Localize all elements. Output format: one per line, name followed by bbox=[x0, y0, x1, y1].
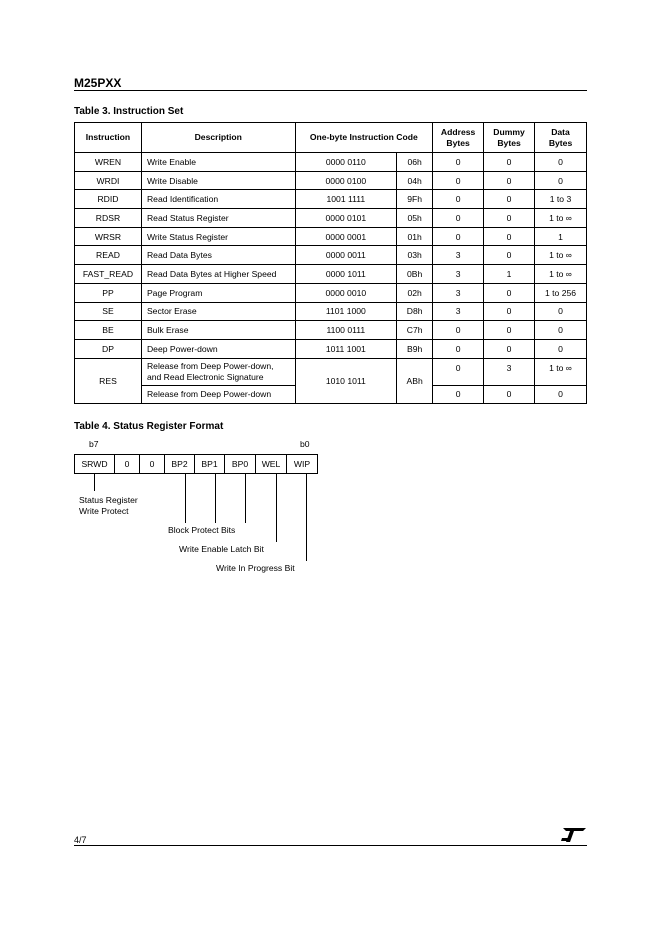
table-cell: Write Disable bbox=[141, 171, 295, 190]
table-cell: 1100 0111 bbox=[295, 321, 397, 340]
msb-label: b7 bbox=[89, 439, 99, 449]
bit-bp0: BP0 bbox=[225, 455, 256, 474]
table-cell: 0 bbox=[484, 246, 535, 265]
table-cell: 06h bbox=[397, 153, 433, 172]
table-cell: 0 bbox=[484, 209, 535, 228]
table-cell: 3 bbox=[433, 246, 484, 265]
table-cell: 1 to ∞ bbox=[535, 358, 587, 385]
status-register bbox=[74, 454, 318, 474]
table-cell: 0 bbox=[535, 302, 587, 321]
table-cell: 0 bbox=[484, 302, 535, 321]
table-cell: 1011 1001 bbox=[295, 339, 397, 358]
bit-5: 0 bbox=[140, 455, 165, 474]
table-cell: Read Identification bbox=[141, 190, 295, 209]
table3-caption: Table 3. Instruction Set bbox=[74, 106, 184, 117]
wip-label: Write In Progress Bit bbox=[216, 563, 295, 573]
table-cell: Page Program bbox=[141, 283, 295, 302]
table-cell: WRSR bbox=[75, 227, 142, 246]
table-cell: 3 bbox=[433, 283, 484, 302]
table-cell: 0 bbox=[484, 283, 535, 302]
bp-label: Block Protect Bits bbox=[168, 525, 236, 535]
table-cell: 04h bbox=[397, 171, 433, 190]
table-cell: 0 bbox=[433, 321, 484, 340]
wip-connector bbox=[306, 474, 307, 561]
table-header-row bbox=[75, 123, 587, 153]
wel-connector bbox=[276, 474, 277, 542]
table-cell: 1 to ∞ bbox=[535, 265, 587, 284]
table-cell: 0Bh bbox=[397, 265, 433, 284]
table-cell: 1 to 256 bbox=[535, 283, 587, 302]
table-cell: Release from Deep Power-down bbox=[141, 385, 295, 404]
table-cell: 3 bbox=[433, 265, 484, 284]
col-instruction: Instruction bbox=[75, 123, 142, 153]
header-rule bbox=[74, 90, 587, 91]
table-row bbox=[75, 209, 587, 228]
bp2-connector bbox=[185, 474, 186, 523]
table-cell: 1 to 3 bbox=[535, 190, 587, 209]
bit-wip: WIP bbox=[287, 455, 318, 474]
table-cell: WRDI bbox=[75, 171, 142, 190]
bit-6: 0 bbox=[115, 455, 140, 474]
table-cell: Bulk Erase bbox=[141, 321, 295, 340]
bp0-connector bbox=[245, 474, 246, 523]
table-cell: Release from Deep Power-down, and Read Electronic Signature bbox=[141, 358, 295, 385]
table-cell: 05h bbox=[397, 209, 433, 228]
table-cell: Write Status Register bbox=[141, 227, 295, 246]
table-cell: Read Data Bytes bbox=[141, 246, 295, 265]
bit-bp2: BP2 bbox=[165, 455, 195, 474]
table-cell: Deep Power-down bbox=[141, 339, 295, 358]
table-cell: RES bbox=[75, 358, 142, 404]
table-row bbox=[75, 246, 587, 265]
table-cell: 0 bbox=[433, 339, 484, 358]
bp1-connector bbox=[215, 474, 216, 523]
srwd-label: Status Register Write Protect bbox=[79, 495, 138, 516]
table-cell: 1010 1011 bbox=[295, 358, 397, 404]
table-cell: 0000 0001 bbox=[295, 227, 397, 246]
col-dummy: Dummy Bytes bbox=[484, 123, 535, 153]
document-title: M25PXX bbox=[74, 76, 122, 90]
table-cell: 1 bbox=[484, 265, 535, 284]
table-cell: D8h bbox=[397, 302, 433, 321]
table-cell: 0 bbox=[433, 190, 484, 209]
table-cell: DP bbox=[75, 339, 142, 358]
table-row bbox=[75, 227, 587, 246]
table-cell: RDSR bbox=[75, 209, 142, 228]
table-cell: 0 bbox=[535, 385, 587, 404]
table-cell: 0 bbox=[433, 171, 484, 190]
table-cell: 0 bbox=[433, 153, 484, 172]
table-cell: 0000 1011 bbox=[295, 265, 397, 284]
table-cell: 0 bbox=[484, 339, 535, 358]
table-cell: 02h bbox=[397, 283, 433, 302]
table-cell: 0 bbox=[433, 385, 484, 404]
table-cell: 0 bbox=[484, 171, 535, 190]
table-row bbox=[75, 302, 587, 321]
wel-label: Write Enable Latch Bit bbox=[179, 544, 264, 554]
srwd-connector bbox=[94, 474, 95, 491]
instruction-set-table bbox=[74, 122, 587, 404]
table-cell: 3 bbox=[433, 302, 484, 321]
table-cell: 1 to ∞ bbox=[535, 209, 587, 228]
table-cell: 0 bbox=[535, 153, 587, 172]
table-cell: C7h bbox=[397, 321, 433, 340]
table-row bbox=[75, 171, 587, 190]
table-cell: 01h bbox=[397, 227, 433, 246]
col-code: One-byte Instruction Code bbox=[295, 123, 433, 153]
bit-bp1: BP1 bbox=[195, 455, 225, 474]
table-cell: 0 bbox=[535, 321, 587, 340]
table-cell: 0000 0110 bbox=[295, 153, 397, 172]
table-cell: 0 bbox=[484, 153, 535, 172]
table-cell: 1 to ∞ bbox=[535, 246, 587, 265]
table-row bbox=[75, 321, 587, 340]
col-address: Address Bytes bbox=[433, 123, 484, 153]
col-data: Data Bytes bbox=[535, 123, 587, 153]
table-cell: 0 bbox=[484, 385, 535, 404]
table-cell: 0 bbox=[433, 358, 484, 385]
table-cell: 0000 0010 bbox=[295, 283, 397, 302]
table-row bbox=[75, 265, 587, 284]
table-cell: 0 bbox=[433, 227, 484, 246]
table-cell: 0000 0100 bbox=[295, 171, 397, 190]
st-logo-icon bbox=[560, 826, 588, 849]
lsb-label: b0 bbox=[300, 439, 310, 449]
table-cell: 0 bbox=[484, 190, 535, 209]
table-cell: WREN bbox=[75, 153, 142, 172]
table-cell: B9h bbox=[397, 339, 433, 358]
table-cell: ABh bbox=[397, 358, 433, 404]
bit-srwd: SRWD bbox=[75, 455, 115, 474]
table-row-res bbox=[75, 358, 587, 385]
table-cell: 1001 1111 bbox=[295, 190, 397, 209]
table-row bbox=[75, 190, 587, 209]
col-description: Description bbox=[141, 123, 295, 153]
table-cell: RDID bbox=[75, 190, 142, 209]
table-cell: 0 bbox=[484, 321, 535, 340]
table-row bbox=[75, 153, 587, 172]
table-cell: 1 bbox=[535, 227, 587, 246]
bit-wel: WEL bbox=[256, 455, 287, 474]
page-number: 4/7 bbox=[74, 835, 87, 845]
footer-rule bbox=[74, 845, 587, 846]
table-cell: 0 bbox=[433, 209, 484, 228]
table-cell: 9Fh bbox=[397, 190, 433, 209]
table-cell: FAST_READ bbox=[75, 265, 142, 284]
table4-caption: Table 4. Status Register Format bbox=[74, 421, 224, 432]
table-cell: 0000 0011 bbox=[295, 246, 397, 265]
table-cell: Sector Erase bbox=[141, 302, 295, 321]
table-cell: Read Status Register bbox=[141, 209, 295, 228]
table-cell: PP bbox=[75, 283, 142, 302]
table-cell: READ bbox=[75, 246, 142, 265]
table-cell: 1101 1000 bbox=[295, 302, 397, 321]
table-row bbox=[75, 283, 587, 302]
table-row bbox=[75, 339, 587, 358]
table-cell: 3 bbox=[484, 358, 535, 385]
table-cell: 0 bbox=[535, 171, 587, 190]
table-cell: 0 bbox=[484, 227, 535, 246]
table-cell: 03h bbox=[397, 246, 433, 265]
table-cell: 0000 0101 bbox=[295, 209, 397, 228]
table-cell: Read Data Bytes at Higher Speed bbox=[141, 265, 295, 284]
table-cell: 0 bbox=[535, 339, 587, 358]
table-cell: SE bbox=[75, 302, 142, 321]
table-cell: Write Enable bbox=[141, 153, 295, 172]
table-cell: BE bbox=[75, 321, 142, 340]
